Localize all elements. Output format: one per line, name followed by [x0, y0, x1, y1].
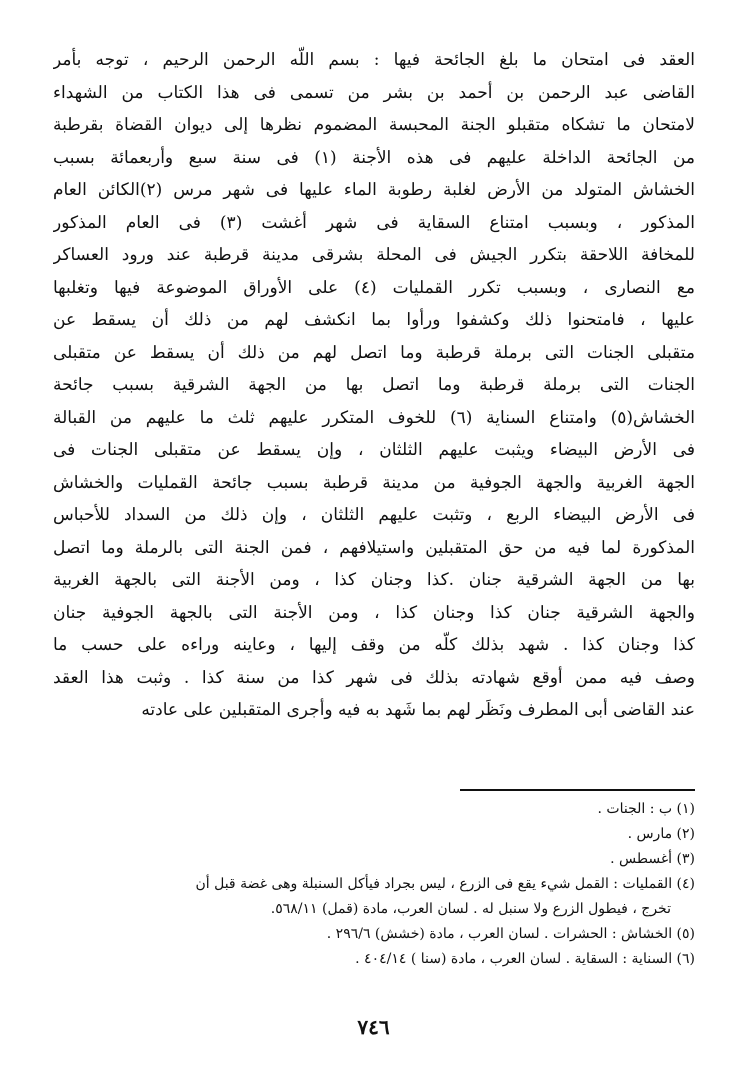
text-line: القاضى عبد الرحمن بن أحمد بن بشر من تسمى فى هذا الكتاب من الشهداء: [53, 82, 695, 103]
text-line: كذا وجنان كذا . شهد بذلك كلّه من وقف إليها ، وعاينه وراءه على حسب ما: [53, 635, 695, 655]
footnote-continuation: تخرج ، فيطول الزرع ولا سنبل له . لسان العرب، مادة (قمل) ٥٦٨/١١.: [270, 901, 671, 917]
text-line: المذكورة لما فيه من حق المتقبلين واستيلافهم ، فمن الجنة التى بالرملة وما اتصل: [53, 537, 695, 558]
footnote: (٥) الخشاش : الحشرات . لسان العرب ، مادة (خشش) ٢٩٦/٦ .: [326, 926, 695, 942]
text-line: عند القاضى أبى المطرف ونَظَر لهم بما شَهد به فيه وأجرى المتقبلين على عادته: [141, 700, 695, 720]
footnote: (٢) مارس .: [627, 826, 695, 842]
text-line: بها من الجهة الشرقية جنان .كذا وجنان كذا ، ومن الأجنة التى بالجهة الغربية: [53, 570, 695, 590]
text-line: مع النصارى ، وبسبب تكرر القمليات (٤) على الأوراق الموضوعة فيها وتغلبها: [53, 277, 695, 298]
footnote: (٣) أغسطس .: [610, 851, 695, 867]
text-line: للمخافة اللاحقة بتكرر الجيش فى المحلة بشرقى مدينة قرطبة عند ورود العساكر: [53, 245, 695, 265]
footnote: (١) ب : الجنات .: [597, 801, 695, 817]
page-number: ٧٤٦: [357, 1015, 390, 1039]
text-line: متقبلى الجنات التى برملة قرطبة وما اتصل لهم من ذلك أن يسقط عن متقبلى: [53, 342, 695, 363]
text-line: المذكور ، وبسبب امتناع السقاية فى شهر أغشت (٣) فى العام المذكور: [53, 212, 695, 233]
footnote: (٦) السناية : السقاية . لسان العرب ، مادة (سنا ) ٤٠٤/١٤ .: [355, 951, 695, 967]
footnotes-block: [53, 797, 695, 972]
text-line: وصف فيه ممن أوقع شهادته بذلك فى شهر كذا من سنة كذا . وثبت هذا العقد: [53, 667, 695, 688]
text-line: فى الأرض البيضاء الربع ، وتثبت عليهم الثلثان ، وإن ذلك من السداد للأحباس: [53, 505, 695, 525]
text-line: الخشاش(٥) وامتناع السناية (٦) للخوف المتكرر عليهم ثلث ما عليهم من القبالة: [53, 407, 695, 428]
text-line: فى الأرض البيضاء ويثبت عليهم الثلثان ، وإن يسقط عن متقبلى الجنات فى: [53, 440, 695, 460]
footnote: (٤) القمليات : القمل شيء يقع فى الزرع ، ليس بجراد فيأكل السنبلة وهى غضة قبل أن: [195, 876, 695, 892]
main-text-block: [53, 44, 695, 727]
text-line: الجهة الغربية والجهة الجوفية من مدينة قرطبة بسبب جائحة القمليات والخشاش: [53, 472, 695, 493]
text-line: الخشاش المتولد من الأرض لغلبة رطوبة الماء عليها فى شهر مرس (٢)الكائن العام: [53, 180, 695, 200]
text-line: عليها ، فامتحنوا ذلك وكشفوا ورأوا بما انكشف لهم من ذلك أن يسقط عن: [53, 310, 695, 330]
text-line: من الجائحة الداخلة عليهم فى هذه الأجنة (١) فى سنة سبع وأربعمائة بسبب: [53, 147, 695, 168]
text-line: العقد فى امتحان ما بلغ الجائحة فيها : بسم اللّه الرحمن الرحيم ، توجه بأمر: [53, 50, 695, 70]
text-line: لامتحان ما تشكاه متقبلو الجنة المحبسة المضموم نظرها إلى ديوان القضاة بقرطبة: [53, 115, 695, 135]
text-line: الجنات التى برملة قرطبة وما اتصل بها من الجهة الشرقية بسبب جائحة: [53, 375, 695, 395]
footnote-separator: [460, 789, 695, 791]
text-line: والجهة الشرقية جنان كذا وجنان كذا ، ومن الأجنة التى بالجهة الجوفية جنان: [53, 602, 695, 623]
